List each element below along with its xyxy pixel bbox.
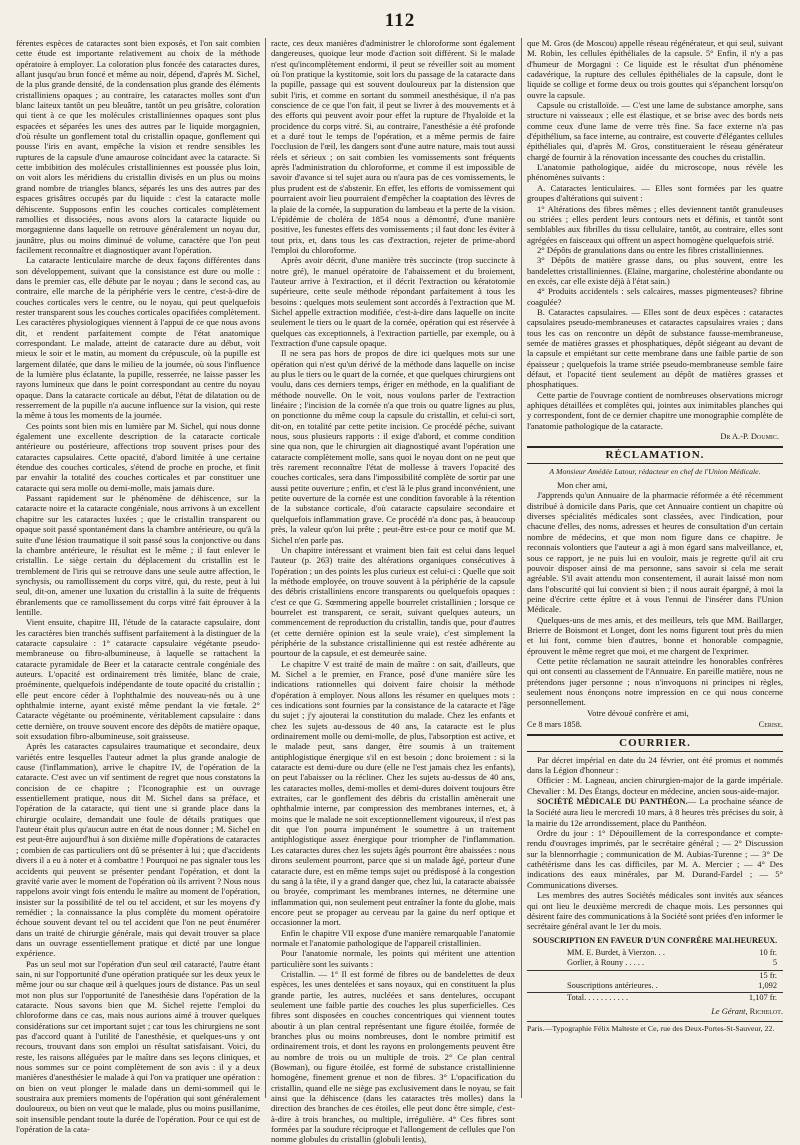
- article-signature: Dr A.-P. Doumic.: [720, 432, 779, 442]
- reclamation-heading: RÉCLAMATION.: [527, 446, 783, 463]
- column-3: [527, 38, 783, 1100]
- paragraph: Cristallin. — 1° Il est formé de fibres ou de bandelettes de deux espèces, les unes dentelées et sans noyaux, qui en constituent la plus grande partie, les autres, nucléées et sans dentelures, occupant seulement une faible partie des couches les plus superficielles. Ces fibres sont disposées en couches concentriques qui viennent toutes aboutir à un plan central représentant une figure étoilée, formée de branches plus ou moins nombreuses, dont le nombre primitif est ordinairement trois, et dont les rayons en prolongements peuvent être au nombre de trois ou un multiple de trois. 2° Ce plan central (Bowman), ou figure étoilée, est formé de substance cristallinienne homogène, finement grenue et non de fibres. 3° L'opacification du cristallin, quand elle ne siège pas exclusivement dans le noyau, se fait ainsi que la déhiscence (dans les cataractes très molles) dans la direction des branches de ces étoiles, elle peut donc être simple, c'est-à-dire à trois branches, ou multiple, irrégulière. 4° Ces fibres sont formées par la soudure réciproque et l'allongement de cellules que l'on nomme globules du cristallin (globuli lentis),: [271, 968, 515, 1145]
- subtotal-amount: 15 fr.: [759, 970, 777, 980]
- paragraph: Pas un seul mot sur l'opération d'un seul œil cataracté, l'autre étant sain, ni sur l'opportunité d'une opération pratiquée sur les deux yeux le même jour ou sur chaque œil à quelques jours de distance. Pas un seul mot non plus sur l'opportunité de l'anesthésie dans l'opération de la cataracte. Nous savons bien que M. Sichel rejette l'emploi du chloroforme dans ce cas, mais nous aurions aimé à trouver quelques considérations sur cet important sujet ; car tous les chirurgiens ne sont pas d'accord quant à l'utilité de l'anesthésie, et quelques-uns y ont recours, trouvant dans son emploi un résultat satisfaisant. Voici, du reste, les raisons alléguées par le maître dans ses leçons cliniques, et nous sommes sur ce point complètement de son avis : il y a deux manières d'anesthésier le malade à qui l'on va pratiquer une opération : on bien on veut plonger le malade dans un demi-sommeil qui le soustraira aux premiers moments de l'opération qui sont généralement douloureux, ou bien on veut que le malade, plus ou moins pusillanime, soit insensible pendant toute la durée de l'opération. Pour ce qui est de l'opération de la cata-: [16, 958, 260, 1135]
- subscription-title: SOUSCRIPTION EN FAVEUR D'UN CONFRÈRE MALHEUREUX.: [532, 935, 778, 945]
- paragraph: Le chapitre V est traité de main de maître : on sait, d'ailleurs, que M. Sichel a le premier, en France, posé d'une manière sûre les indications rationnelles qui doivent faire choisir la méthode d'opération à employer. Nous allons les résumer en quelques mots : ces indications sont fournies par la consistance de la cataracte et l'âge du sujet ; j'y ajouterai la constitution du malade. Chez les enfants et chez les sujets au-dessous de 40 ans, la cataracte est le plus ordinairement molle ou demi-molle, de plus, l'absorption est active, et le malade peut, sans danger, être soumis à un traitement antiphlogistique énergique s'il en est besoin ; donc broiement : si la cataracte est demi-dure ou dure (elle ne l'est jamais chez les enfants), on peut l'abaisser ou la récliner. Chez les sujets au-dessus de 40 ans, les cataractes molles, demi-molles et demi-dures doivent toujours être extraites, car le gonflement des débris du cristallin amènerait une ophthalmie interne, par compression des membranes internes, et, à moins que le malade ne soit exceptionnellement vigoureux, il n'est pas dit que l'on pourra impunément le soumettre à un traitement antiphlogistique assez énergique pour triompher de l'inflammation. Les cataractes dures chez les sujets âgés pourront être abaissées : nous dirons seulement pourront, parce que si un malade âgé, porteur d'une cataracte dure, est en même temps sujet ou prédisposé à la congestion du sang à la tête, il y a grand danger que, chez lui, la cataracte abaissée ou broyée, comprimant les membranes internes, ne détermine une inflammation qui, non seulement peut entraîner la fonte du globe, mais encore peut se propager au cerveau par la gaine du nerf optique et occasionner la mort.: [271, 658, 515, 928]
- newspaper-page: [10, 8, 790, 1145]
- printer-imprint: Paris.—Typographie Félix Malteste et Ce, rue des Deux-Portes-St-Sauveur, 22.: [527, 1021, 783, 1034]
- society-text: — La prochaine séance de la Société aura lieu le mercredi 10 mars, à 8 heures très précises du soir, à la mairie du 12e arrondissement, place du Panthéon.: [527, 796, 783, 828]
- courrier-heading: COURRIER.: [527, 734, 783, 751]
- paragraph: Pour l'anatomie normale, les points qui méritent une attention particulière sont les suivants :: [271, 948, 515, 969]
- subscription-total: [527, 992, 783, 1003]
- paragraph: Ces points sont bien mis en lumière par M. Sichel, qui nous donne également une excellente description de la cataracte corticale antérieure ou postérieure, affections trop souvent prises pour des cataractes capsulaires. Cette opacité, d'abord limitée à une certaine étendue des couches corticales, s'étend de proche en proche, et finit par envahir la totalité des couches corticales et par constituer une cataracte qui sera molle ou demi-molle, mais jamais dure.: [16, 420, 260, 493]
- total-amount: 1,107 fr.: [748, 993, 777, 1003]
- closing: Votre dévoué confrère et ami,: [587, 707, 689, 718]
- subscriber: Gorlier, à Rouny . . . . .: [567, 958, 645, 968]
- paragraph: Quelques-uns de mes amis, et des meilleurs, tels que MM. Baillarger, Brierre de Boismont et Longet, dont les noms figurent tout près du mien et lui font, comme bien d'autres, bonne et honorable compagnie, éprouvent le même regret que moi, et me chargent de l'exprimer.: [527, 614, 783, 656]
- paragraph: Après avoir décrit, d'une manière très succincte (trop succincte à notre gré), le manuel opératoire de l'abaissement et du broiement, l'auteur arrive à l'extraction, et il décrit l'extraction ou kératotomie supérieure, cette seule méthode répondant parfaitement à tous les besoins : quelques mots seulement sont accordés à l'extraction que M. Sichel appelle extraction modifiée, c'est-à-dire dans laquelle on incite seulement le tiers ou le quart de la cornée, opération qui est réservée à quelques cas exceptionnels, à l'extraction partielle, par exemple, ou à l'extraction d'une capsule opaque.: [271, 255, 515, 348]
- paragraph: J'apprends qu'un Annuaire de la pharmacie réformée a été récemment distribué à domicile dans Paris, que cet Annuaire contient un chapitre où diverses spécialités médicales sont classées, avec l'indication, pour chacune d'elles, des noms, adresses et heures de consultation d'un certain nombre de médecins, et que mon nom figure dans ce chapitre. Je reconnais volontiers que l'auteur a agi à mon égard sans malveillance, et, sous ce rapport, je ne puis lui en vouloir, mais je regrette qu'il ait cru pouvoir disposer ainsi de ma personne, sans savoir si cela me serait agréable. S'il avait attendu mon consentement, il aurait laissé mon nom dans l'obscurité qui lui convient si bien ; il nous aurait épargné, à moi la peine d'écrire cette épître et à vous l'ennui de l'insérer dans l'Union Médicale.: [527, 490, 783, 615]
- paragraph: B. Cataractes capsulaires. — Elles sont de deux espèces : cataractes capsulaires pseudo-membraneuses et cataractes capsulaires vraies ; dans tous les cas on rencontre un dépôt de substance fausse-membraneuse, semée de matières grasses et phosphatiques, dépôt siégeant au devant de la capsule et empiétant sur cette membrane dans une faible partie de son épaisseur ; quelquefois la trame striée pseudo-membraneuse semble faire défaut, et l'opacité tient seulement au dépôt de matières grasses et phosphatiques.: [527, 306, 783, 390]
- amount: 10 fr.: [759, 947, 777, 957]
- paragraph: 2° Dépôts de granulations dans ou entre les fibres cristalliniennes.: [537, 244, 764, 255]
- column-rule-2: [521, 38, 522, 1098]
- reclamation-footer: [527, 720, 783, 730]
- paragraph: A. Cataractes lenticulaires. — Elles sont formées par les quatre groupes d'altérations qui suivent :: [527, 182, 783, 204]
- subscription-subtotal: [527, 970, 783, 981]
- paragraph: férentes espèces de cataractes sont bien exposés, et l'on sait combien cette étude est importante relativement au choix de la méthode opératoire à employer. La coloration plus foncée des cataractes dures, allant jusqu'au brun foncé et même au noir, dépend, d'après M. Sichel, de la plus grande densité, de la condensation plus grande des éléments cristalliniens opaques ; au contraire, les cataractes molles sont d'un blanc laiteux tantôt un peu bleuâtre, tantôt un peu grisâtre, coloration qui tient à ce que les molécules cristalliniennes opaques sont plus espacées et séparées les unes des autres par le liquide morgagnien, d'où résulte un gonflement total du cristallin opaque, gonflement qui pousse l'iris en avant, empêche la vision et rendre sensibles les ruptures de la capsule d'une amaurose coïncidant avec la cataracte. Si cette imbibition des molécules cristalliniennes est poussée plus loin, on voit alors les méridiens du cristallin divisés en un plus ou moins grand nombre de triangles blancs, séparés les uns des autres par des espaces grisâtres occupés par du liquide : c'est la cataracte molle déhiscente. Supposons enfin les couches corticales complètement ramollies et dissociées, nous avons alors la cataracte liquide ou morgagnienne dans laquelle on retrouve généralement un noyau dur, jaunâtre, plus ou moins diminué de volume, caractère que l'on peut facilement reconnaître et diagnostiquer avant l'opération.: [16, 38, 260, 255]
- column-rule-1: [265, 38, 266, 1098]
- gerant-name: Richelot.: [749, 1006, 783, 1016]
- page-number: 112: [384, 10, 416, 31]
- paragraph: Vient ensuite, chapitre III, l'étude de la cataracte capsulaire, dont les caractères bien tranchés suffisent parfaitement à la distinguer de la cataracte capsulaire : 1° cataracte capsulaire végétante pseudo-membraneuse ou fibro-albumineuse, à laquelle se rattachent la cataracte pyramidale de Beer et la cataracte centrale congéniale des auteurs. L'opacité est ordinairement très limitée, blanc de craie, proéminente, quelquefois indépendante de toute opacité du cristallin ; elle peut encore céder à l'ophthalmie des nouveau-nés ou à une ophthalmie interne, ayant existé même pendant la vie fœtale. 2° Cataracte végétante ou proéminente, véritablement capsulaire : dans cette dernière, on trouve souvent encore des dépôts de matière opaque, soit exsudation fibro-albumineuse, soit graisseuse.: [16, 617, 260, 742]
- subscription-row: [527, 948, 783, 958]
- letter-date: Ce 8 mars 1858.: [527, 720, 582, 729]
- paragraph: La cataracte lenticulaire marche de deux façons différentes dans son développement, suivant que la consistance est dure ou molle : dans le premier cas, elle débute par le noyau ; dans le second cas, au contraire, elle marche de la périphérie vers le centre, c'est-à-dire de couches corticales vers le centre, ou le noyau, qui peut quelquefois rester transparent sous les couches corticales opacifiées complètement. Les caractères physiologiques viennent à l'appui de ce que nous avons dit, et rendent parfaitement compte de l'état anatomique correspondant. Le malade, atteint de cataracte dure au début, voit mieux le soir et le matin, au moment du crépuscule, où la pupille est largement dilatée, que dans le milieu de la journée, où sous l'influence de la lumière plus éclatante, la pupille, resserrée, ne laisse passer les rayons lumineux que dans le point correspondant au centre du noyau opaque. Dans la cataracte corticale au début, l'état de dilatation ou de resserrement de la pupille n'a aucune influence sur la vision, qui reste la même à tous les moments de la journée.: [16, 255, 260, 421]
- salutation: Mon cher ami,: [557, 480, 608, 491]
- society-heading: SOCIÉTÉ MÉDICALE DU PANTHÉON.: [537, 797, 688, 807]
- paragraph: Enfin le chapitre VII expose d'une manière remarquable l'anatomie normale et l'anatomie pathologique de l'appareil cristallinien.: [271, 927, 515, 948]
- subscription-row: [527, 958, 783, 968]
- gerant-line: [527, 1007, 783, 1017]
- subscription-previous: [527, 981, 783, 991]
- paragraph: 3° Dépôts de matière grasse dans, ou plus souvent, entre les bandelettes cristalliniennes. (Elaïne, margarine, cholestérine abondante ou en excès, car elle existe déjà à l'état sain.): [527, 255, 783, 286]
- paragraph: Un chapitre intéressant et vraiment bien fait est celui dans lequel l'auteur (p. 263) traite des altérations organiques consécutives à l'opération ; un des points les plus curieux est celui-ci : Quelle que soit la méthode employée, on trouve souvent à la périphérie de la capsule des débris cristalliniens encore transparents ou quelquefois opaques : c'est ce que G. Sœmmering appelle bourrelet cristallinien ; lorsque ce bourrelet est transparent, ce serait, suivant quelques auteurs, un commencement de reproduction du cristallin, tandis que, pour d'autres (et cette dernière opinion est la seule vraie), c'est simplement la périphérie de la substance cristallinienne qui est restée adhérente au pourtour de la capsule, et est demeurée saine.: [271, 544, 515, 659]
- paragraph: 1° Altérations des fibres mêmes ; elles deviennent tantôt granuleuses ou striées ; elles perdent leurs contours nets et définis, et tantôt sont semblables aux fibrilles du tissu cellulaire, tantôt, au contraire, elles sont agrégées en faisceaux qui offrent un aspect homogène quelquefois strié.: [527, 203, 783, 245]
- reclamation-address: A Monsieur Amédée Latour, rédacteur en chef de l'Union Médicale.: [549, 466, 761, 476]
- paragraph: Capsule ou cristalloïde. — C'est une lame de substance amorphe, sans structure ni vaisseaux ; elle est élastique, et se brise avec des bords nets comme ceux d'une lame de verre très fine. Sa face externe n'a pas d'épithélium, sa face interne, au contraire, est couverte d'élégantes cellules épithéliales qui, d'après M. Gros, constitueraient le réseau générateur chargé de fournir à la rénovation incessante des couches du cristallin.: [527, 100, 783, 162]
- paragraph: racte, ces deux manières d'administrer le chloroforme sont également dangereuses, quoique leur mode d'action soit différent. Si le malade n'est qu'incomplètement endormi, il peut se réveiller soit au moment où l'on pratique la kystitomie, soit lors du passage de la cataracte dans la pupille, passage qui est souvent douloureux par la distension que subit l'iris, et comme en sortant du sommeil anesthésique, il n'a pas conscience de ce que l'on fait, il peut se livrer à des mouvements et à des efforts qui peuvent avoir pour effet la rupture de l'hyaloïde et la procidence du corps vitré. Si, au contraire, l'anesthésie a été profonde et a duré tout le temps de l'opération, et a même permis de faire l'occlusion de l'œil, les dangers sont d'une autre nature, mais tout aussi réels et sérieux ; on sait combien les vomissements sont fréquents après l'administration du chloroforme, et comme il est impossible de savoir d'avance si tel sujet aura ou n'aura pas de ces vomissements, le plus prudent est de s'abstenir. En effet, les efforts de vomissement qui pourraient avoir lieu pourraient d'empêcher la coaptation des lèvres de la plaie de la cornée, la suppuration du lambeau et la perte de la vision. L'épidémie de choléra de 1854 nous a démontré, d'une manière positive, les funestes effets des vomissements ; il faut donc les éviter à tout prix, et, dans tous les cas d'extraction, rejeter de prime-abord l'emploi du chloroforme.: [271, 38, 515, 255]
- total-label: Total. . . . . . . . . . .: [567, 993, 629, 1003]
- gerant-label: Le Gérant,: [711, 1006, 748, 1016]
- paragraph: L'anatomie pathologique, aidée du microscope, nous révèle les phénomènes suivants :: [527, 162, 783, 183]
- letter-signature: Cerise.: [758, 720, 783, 729]
- paragraph: Ordre du jour : 1° Dépouillement de la correspondance et compte-rendu d'ouvrages imprimés, par le secrétaire général ; — 2° Discussion sur la blennorrhagie ; communication de M. Aubias-Turenne ; — 3° De cathétérisme dans les cas difficiles, par M. A. Mercier ; — 4° Des indications des eaux minérales, par M. Durand-Fardel ; — 5° Communications diverses.: [527, 828, 783, 890]
- paragraph: Après les cataractes capsulaires traumatique et secondaire, deux variétés entre lesquelles l'auteur admet la plus grande analogie de cause (l'inflammation), arrive le chapitre IV, de l'opération de la cataracte. C'est avec un vif sentiment de regret que nous constatons la concision de ce chapitre ; l'Iconographie est un ouvrage essentiellement pratique, nous dit M. Sichel dans sa préface, et l'opération de la cataracte, qui tient une si grande place dans la chirurgie oculaire, demandait une foule de détails pratiques que l'auteur était plus qu'aucun autre en état de nous donner ; M. Sichel en est peut-être aujourd'hui à son dixième mille d'opérations de cataractes ; combien de cas particuliers ont dû se présenter à lui ; que d'accidents divers il a eu à noter et à combattre ! Pourquoi ne pas signaler tous les accidents qui peuvent se présenter pendant l'opération, et dont la gravité varie avec le moment de l'opération où ils arrivent ? Nous nous rappelons avoir vingt fois entendu le maître au moment de l'opération, insister sur la possibilité de tel ou tel accident, et sur les moyens d'y remédier ; la connaissance la plus complète du moment opératoire échoue souvent devant tel ou tel accident que l'on ne peut énumérer dans un traité de chirurgie générale, mais qui devait trouver sa place dans un ouvrage essentiellement pratique et dicté par une longue expérience.: [16, 741, 260, 959]
- previous-label: Souscriptions antérieures. .: [567, 980, 658, 990]
- paragraph: Par décret impérial en date du 24 février, ont été promus et nommés dans la Légion d'honneur :: [527, 754, 783, 776]
- paragraph: Les membres des autres Sociétés médicales sont invités aux séances qui ont lieu le deuxième mercredi de chaque mois. Les personnes qui désirent faire des communications à la Société sont priées d'en informer le secrétaire général avant le 1er du mois.: [527, 890, 783, 932]
- paragraph: 4° Produits accidentels : sels calcaires, masses pigmenteuses? fibrine coagulée?: [527, 286, 783, 307]
- society-notice: [527, 796, 783, 828]
- paragraph: Il ne sera pas hors de propos de dire ici quelques mots sur une opération qui n'est qu'un dérivé de la méthode dans laquelle on incise au plus le tiers ou le quart de la cornée, et que quelques chirurgiens ont voulu, dans ces derniers temps, ériger en méthode, en la qualifiant de méthode nouvelle. On le voit, nous voulons parler de l'extraction linéaire ; l'incision de la cornée n'a que trois ou quatre lignes au plus, on ponctionne du même coup la capsule du cristallin, et celui-ci sort, dit-on, en totalité par cette petite incision. Ce procédé péche, suivant nous, sous plusieurs rapports : il exige d'abord, et comme condition sine qua non, que le chirurgien ait diagnostiqué avant l'opération une cataracte complètement molle, sans quoi le noyau dont on ne peut que très rarement reconnaître l'état de mollesse à travers l'opacité des couches corticales, sera dans l'impossibilité complète de sortir par une aussi petite ouverture ; enfin, et c'est là le plus grand inconvénient, une petite ouverture de la cornée est une condition favorable à la rétention de la substance corticale, d'où cataracte capsulaire secondaire et quelquefois inflammation grave. Ce procédé n'a donc pas, à beaucoup près, la valeur qu'on lui prête ; peut-être est-ce pour ce motif que M. Sichel n'en parle pas.: [271, 348, 515, 545]
- subscriber: MM. E. Burdet, à Vierzon. . .: [567, 947, 665, 957]
- amount: 5: [772, 958, 777, 968]
- column-1: [16, 38, 260, 1135]
- paragraph: Cette petite réclamation ne saurait atteindre les honorables confrères qui ont consenti au classement de l'Annuaire. En pareille matière, nous ne prétendons juger personne ; nous n'invoquons ni principes ni règles, seulement nous énonçons notre impression en ce qui nous concerne personnellement.: [527, 655, 783, 708]
- paragraph: Officier : M. Lagneau, ancien chirurgien-major de la garde impériale. Chevalier : M. Des Étangs, docteur en médecine, ancien sous-aide-major.: [527, 775, 783, 796]
- paragraph: Passant rapidement sur le phénomène de déhiscence, sur la cataracte noire et la cataracte congéniale, nous arrivons à un excellent chapitre sur les cataractes luxées ; que le cristallin transparent ou opaque soit passé spontanément dans la chambre antérieure, ou qu'à la suite d'une lésion traumatique il soit passé sous la conjonctive ou dans la chambre antérieure, le résultat est le même ; il faut enlever le cristallin. Le siège certain du déplacement du cristallin est le tremblement de l'iris qui se retrouve dans une seule autre affection, le synchysis, ou ramollissement du corps vitré, qui, du reste, peut à lui seul, dit-on, amener une luxation du cristallin à la suite de fréquents ébranlements que ce ramollissement du corps vitré fait éprouver à la lentille.: [16, 493, 260, 617]
- paragraph: Cette partie de l'ouvrage contient de nombreuses observations microgr aphiques détaillées et complètes qui, jointes aux inimitables planches qui y correspondent, font de ce dernier chapitre une monographie complète de l'anatomie pathologique de la cataracte.: [527, 389, 783, 431]
- column-2: [271, 38, 515, 1145]
- paragraph: que M. Gros (de Moscou) appelle réseau régénérateur, et qui seul, suivant M. Robin, les cellules épithéliales de la capsule. 5° Enfin, il n'y a pas d'humeur de Morgagni : Ce liquide est le résultat d'un phénomène cadavérique, la rupture des cellules épithéliales de la capsule, dont le liquide se collige et forme deux ou trois gouttes qui s'épanchent lorsqu'on ouvre la capsule.: [527, 38, 783, 100]
- previous-amount: 1,092: [758, 980, 777, 990]
